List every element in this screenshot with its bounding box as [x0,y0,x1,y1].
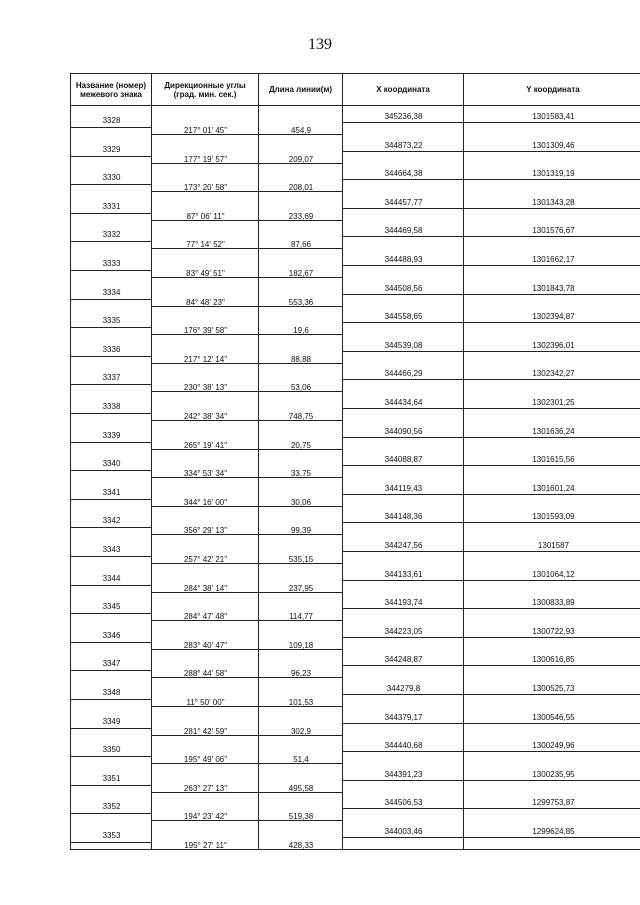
line-length: 237,95 [288,583,314,593]
point-x-coordinate: 344247,56 [384,541,423,550]
row-divider [71,556,151,557]
line-length: 553,36 [288,297,314,307]
row-divider [464,551,640,552]
table-row [71,735,640,764]
row-divider [464,465,640,466]
point-name: 3340 [102,459,121,469]
point-y-coordinate: 1302396,01 [532,340,575,350]
point-name: 3350 [102,745,121,755]
point-x-coordinate: 344248,87 [384,655,423,665]
direction-angle: 11° 50' 00" [186,698,225,707]
row-divider [343,665,463,666]
point-x-coordinate: 344558,65 [384,312,423,322]
row-divider [71,728,151,729]
row-divider [464,837,640,838]
point-x-coordinate: 344223,05 [384,626,423,636]
table-body [71,106,640,850]
point-name: 3347 [102,659,121,669]
point-x-coordinate: 344664,38 [384,169,423,179]
line-length: 33,75 [290,469,312,479]
row-divider [71,384,151,385]
direction-angle: 83° 49' 51" [186,269,225,278]
table-row [71,764,640,793]
row-divider [343,637,463,638]
row-divider [464,780,640,781]
row-divider [71,127,151,128]
table-row [71,220,640,249]
row-divider [464,294,640,295]
point-y-coordinate: 1300249,96 [532,741,575,751]
table-row [71,707,640,736]
point-name: 3345 [102,602,121,612]
line-length: 87,66 [290,240,312,250]
table-row [71,278,640,307]
row-divider [343,208,463,209]
row-divider [71,813,151,814]
direction-angle: 265° 19' 41" [183,440,228,450]
point-x-coordinate: 344193,74 [384,598,423,608]
table-row [71,392,640,421]
row-divider [71,585,151,586]
point-y-coordinate: 1301587 [537,541,570,550]
line-length: 20,75 [290,440,312,450]
table-row [71,649,640,678]
table-row [71,106,640,135]
point-name: 3334 [102,287,121,297]
point-x-coordinate: 344440,68 [384,741,423,751]
point-y-coordinate: 1299624,85 [532,827,575,836]
direction-angle: 356° 29' 13" [183,526,228,536]
point-y-coordinate: 1301309,46 [532,140,575,150]
line-length: 51,4 [293,755,309,765]
point-y-coordinate: 1300546,55 [532,712,575,722]
row-divider [464,723,640,724]
point-y-coordinate: 1301601,24 [532,483,575,493]
table-row [71,478,640,507]
point-name: 3331 [102,201,121,211]
row-divider [464,379,640,380]
page-number: 139 [308,36,332,53]
row-divider [71,442,151,443]
row-divider [464,751,640,752]
point-name: 3330 [102,173,121,183]
row-divider [464,122,640,123]
row-divider [464,208,640,209]
point-name: 3341 [102,487,121,497]
table-row [71,249,640,278]
table-row [71,821,640,850]
direction-angle: 284° 38' 14" [183,583,228,593]
point-x-coordinate: 344379,17 [384,712,423,722]
direction-angle: 195° 49' 06" [183,755,228,765]
direction-angle: 230° 38' 13" [183,383,228,393]
row-divider [464,522,640,523]
point-x-coordinate: 344119,43 [384,483,423,493]
row-divider [71,499,151,500]
line-length: 53,06 [290,383,312,393]
point-y-coordinate: 1300235,95 [532,769,575,779]
direction-angle: 195° 27' 11" [184,841,227,850]
table-row [71,792,640,821]
line-length: 454,9 [290,126,312,135]
row-divider [464,494,640,495]
direction-angle: 217° 12' 14" [183,354,228,364]
row-divider [343,322,463,323]
line-length: 495,58 [288,783,314,793]
row-divider [464,637,640,638]
point-y-coordinate: 1301615,56 [532,455,575,465]
row-divider [343,808,463,809]
row-divider [343,694,463,695]
direction-angle: 176° 39' 58" [183,326,228,336]
table-row [71,163,640,192]
line-length: 30,06 [290,497,312,507]
row-divider [71,670,151,671]
row-divider [343,465,463,466]
direction-angle: 84° 48' 23" [186,297,225,307]
point-x-coordinate: 344469,58 [384,226,423,236]
table-row [71,192,640,221]
point-x-coordinate: 344133,61 [384,569,423,579]
point-name: 3342 [102,516,121,526]
line-length: 519,38 [288,812,314,822]
line-length: 208,01 [288,183,314,193]
point-y-coordinate: 1299753,87 [532,798,575,808]
row-divider [464,437,640,438]
point-name: 3333 [102,259,121,268]
point-name: 3346 [102,630,121,640]
table-row [71,135,640,164]
table-row [71,621,640,650]
row-divider [71,156,151,157]
row-divider [464,608,640,609]
point-name: 3348 [102,688,121,697]
point-name: 3352 [102,802,121,812]
line-length: 19,6 [293,326,309,336]
point-x-coordinate: 344873,22 [384,140,423,150]
row-divider [464,236,640,237]
row-divider [343,837,463,838]
point-name: 3353 [102,831,121,840]
point-name: 3335 [102,316,121,326]
row-divider [71,327,151,328]
row-divider [343,265,463,266]
row-divider [464,322,640,323]
direction-angle: 263° 27' 13" [183,783,228,793]
point-y-coordinate: 1302301,25 [532,398,575,407]
table-row [71,421,640,450]
direction-angle: 77° 14' 52" [186,240,225,250]
point-x-coordinate: 344279,8 [386,684,421,693]
row-divider [464,580,640,581]
line-length: 302,9 [290,726,312,736]
point-x-coordinate: 344090,56 [384,426,423,436]
table-header-row [71,74,640,106]
row-divider [343,122,463,123]
header-y-coordinate: Y координата [464,74,640,105]
row-divider [464,808,640,809]
point-x-coordinate: 344508,56 [384,283,423,293]
direction-angle: 87° 06' 11" [186,211,225,221]
point-y-coordinate: 1300833,89 [532,598,575,608]
point-x-coordinate: 344391,23 [384,769,423,779]
row-divider [343,437,463,438]
point-y-coordinate: 1302342,27 [532,369,575,379]
point-name: 3344 [102,573,121,583]
header-x-coordinate: X координата [343,74,464,105]
row-divider [343,608,463,609]
direction-angle: 242° 38' 34" [183,412,228,421]
row-divider [464,351,640,352]
point-y-coordinate: 1301343,28 [532,197,575,207]
point-y-coordinate: 1301593,09 [532,512,575,522]
row-divider [71,699,151,700]
point-name: 3332 [102,230,121,240]
row-divider [71,756,151,757]
direction-angle: 284° 47' 48" [183,612,228,622]
point-x-coordinate: 344088,87 [384,455,423,465]
point-name: 3329 [102,144,121,154]
table-row [71,449,640,478]
row-divider [71,213,151,214]
row-divider [71,241,151,242]
line-length: 114,77 [289,612,313,622]
point-x-coordinate: 344148,36 [384,512,423,522]
header-direction-angle: Дирекционные углы (град. мин. сек.) [152,74,259,105]
point-y-coordinate: 1301319,19 [532,169,575,179]
row-divider [464,694,640,695]
point-y-coordinate: 1301583,41 [532,112,575,121]
point-name: 3336 [102,344,121,354]
direction-angle: 217° 01' 45" [183,126,228,135]
row-divider [71,413,151,414]
point-y-coordinate: 1300616,85 [532,655,575,665]
direction-angle: 283° 40' 47" [183,640,228,650]
row-divider [343,723,463,724]
row-divider [71,785,151,786]
table-row [71,306,640,335]
row-divider [343,236,463,237]
table-row [71,535,640,564]
direction-angle: 344° 16' 00" [183,497,228,507]
point-name: 3337 [102,373,121,383]
row-divider [343,551,463,552]
point-y-coordinate: 1301576,67 [532,226,575,236]
row-divider [343,379,463,380]
line-length: 96,23 [290,669,312,679]
boundary-points-table [70,73,640,850]
point-x-coordinate: 344434,64 [384,398,423,407]
row-divider [343,751,463,752]
direction-angle: 257° 42' 21" [183,555,228,564]
line-length: 101,53 [288,698,314,707]
row-divider [464,665,640,666]
point-x-coordinate: 344457,77 [384,197,423,207]
row-divider [71,527,151,528]
point-name: 3338 [102,402,121,411]
line-length: 233,69 [288,211,314,221]
point-y-coordinate: 1300525,73 [532,684,575,693]
point-name: 3339 [102,430,121,440]
row-divider [71,642,151,643]
point-x-coordinate: 345236,38 [384,112,423,121]
row-divider [343,151,463,152]
point-y-coordinate: 1301662,17 [532,255,575,264]
point-y-coordinate: 1300722,93 [532,626,575,636]
table-row [71,506,640,535]
point-y-coordinate: 1301636,24 [532,426,575,436]
point-name: 3328 [102,116,121,125]
point-y-coordinate: 1301843,78 [532,283,575,293]
point-x-coordinate: 344466,29 [384,369,423,379]
row-divider [464,179,640,180]
line-length: 535,15 [288,555,314,564]
header-point-name: Название (номер) межевого знака [71,74,152,105]
direction-angle: 281° 42' 59" [183,726,228,736]
table-row [71,592,640,621]
table-row [71,335,640,364]
direction-angle: 334° 53' 34" [183,469,228,479]
point-y-coordinate: 1302394,87 [532,312,575,322]
point-x-coordinate: 344539,08 [384,340,423,350]
direction-angle: 177° 19' 57" [183,154,228,164]
table-row [71,363,640,392]
direction-angle: 194° 23' 42" [183,812,228,822]
row-divider [71,184,151,185]
line-length: 88,88 [290,354,312,364]
row-divider [343,780,463,781]
direction-angle: 173° 20' 58" [183,183,228,193]
point-name: 3351 [102,773,121,783]
row-divider [464,265,640,266]
row-divider [71,470,151,471]
row-divider [152,849,342,850]
row-divider [71,299,151,300]
point-y-coordinate: 1301064,12 [532,569,575,579]
table-row [71,678,640,707]
line-length: 209,07 [288,154,314,164]
line-length: 182,67 [288,269,314,278]
row-divider [464,408,640,409]
line-length: 109,18 [288,640,314,650]
row-divider [343,408,463,409]
point-name: 3349 [102,716,121,726]
row-divider [343,522,463,523]
direction-angle: 288° 44' 58" [183,669,228,679]
row-divider [343,494,463,495]
row-divider [71,842,151,843]
line-length: 748,75 [288,412,314,421]
point-name: 3343 [102,545,121,554]
row-divider [464,151,640,152]
point-x-coordinate: 344003,46 [384,827,423,836]
row-divider [343,179,463,180]
row-divider [343,351,463,352]
table-row [71,564,640,593]
header-line-length: Длина линии(м) [259,74,343,105]
row-divider [343,294,463,295]
point-x-coordinate: 344488,93 [384,255,423,264]
row-divider [71,270,151,271]
row-divider [343,580,463,581]
row-divider [71,613,151,614]
point-x-coordinate: 344506,53 [384,798,423,808]
line-length: 428,33 [288,841,314,850]
row-divider [71,356,151,357]
line-length: 99,39 [290,526,312,536]
